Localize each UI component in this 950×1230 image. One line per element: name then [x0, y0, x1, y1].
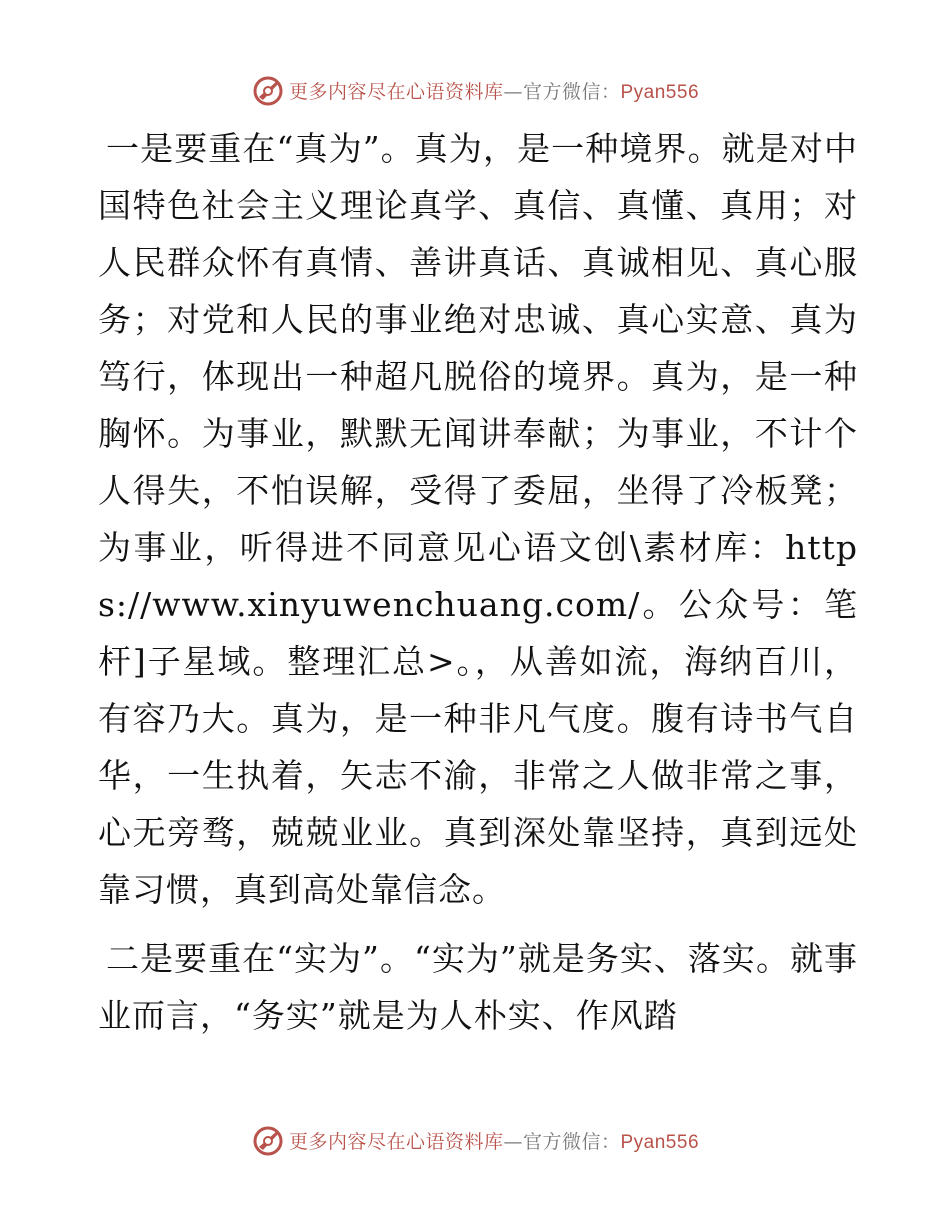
- watermark-text: [289, 77, 699, 104]
- watermark-mid: —官方微信：: [503, 80, 621, 103]
- quill-logo-icon: [251, 1123, 285, 1157]
- paragraph-2: 二是要重在“实为”。“实为”就是务实、落实。就事业而言，“务实”就是为人朴实、作风踏: [98, 939, 858, 1035]
- watermark-main: 更多内容尽在心语资料库: [288, 1130, 504, 1153]
- paragraph-1: 一是要重在“真为”。真为，是一种境界。就是对中国特色社会主义理论真学、真信、真懂、真用；对人民群众怀有真情、善讲真话、真诚相见、真心服务；对党和人民的事业绝对忠诚、真心实意、真为笃行，体现出一种超凡脱俗的境界。真为，是一种胸怀。为事业，默默无闻讲奉献；为事业，不计个人得失，不怕误解，受得了委屈，坐得了冷板凳；为事业，听得进不同意见心语文创\素材库：https://www.xinyuwenchuang.com/。公众号：笔杆]子星域。整理汇总>。，从善如流，海纳百川，有容乃大。真为，是一种非凡气度。腹有诗书气自华，一生执着，矢志不渝，非常之人做非常之事，心无旁骛，兢兢业业。真到深处靠坚持，真到远处靠习惯，真到高处靠信念。: [98, 129, 858, 909]
- quill-logo-icon: [251, 73, 285, 107]
- watermark-main: 更多内容尽在心语资料库: [288, 80, 504, 103]
- document-body: [98, 120, 858, 1044]
- footer-watermark: [0, 1120, 950, 1160]
- watermark-mid: —官方微信：: [503, 1130, 621, 1153]
- watermark-id: Pyan556: [620, 1131, 700, 1153]
- watermark-text: [289, 1127, 699, 1154]
- watermark-id: Pyan556: [620, 81, 700, 103]
- header-watermark: [0, 70, 950, 110]
